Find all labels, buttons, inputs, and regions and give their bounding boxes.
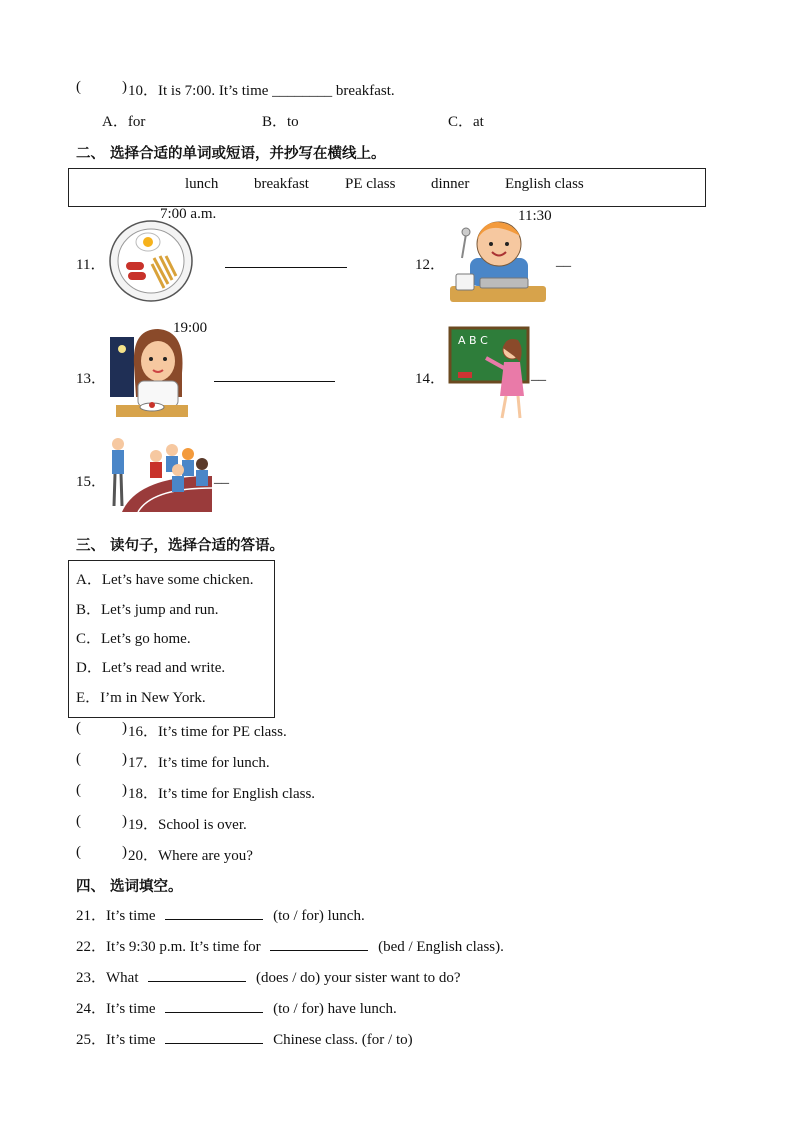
q22-blank[interactable] — [270, 937, 368, 951]
q17-paren-open[interactable]: ( — [76, 751, 81, 767]
q25-prefix: 25．It’s time — [76, 1032, 156, 1048]
item15-number: 15． — [76, 474, 107, 490]
pe-class-running-image — [108, 436, 214, 512]
q21-blank[interactable] — [165, 906, 263, 920]
q25-blank[interactable] — [165, 1030, 263, 1044]
q19-text: 19．School is over. — [128, 817, 247, 833]
q21-suffix: (to / for) lunch. — [273, 908, 365, 924]
q20-paren-open[interactable]: ( — [76, 844, 81, 860]
q20-paren-close: ) — [122, 844, 127, 860]
girl-eating-dinner-image — [108, 327, 192, 419]
word-bank-dinner: dinner — [431, 176, 470, 192]
section3-title: 三、 读句子，选择合适的答语。 — [76, 538, 285, 554]
breakfast-plate-image — [108, 218, 194, 304]
section2-title: 二、 选择合适的单词或短语，并抄写在横线上。 — [76, 146, 386, 162]
q19-paren-open[interactable]: ( — [76, 813, 81, 829]
item14-number: 14． — [415, 371, 446, 387]
item11-time: 7:00 a.m. — [160, 206, 217, 222]
item11-answer-line[interactable] — [225, 267, 347, 268]
item13-number: 13． — [76, 371, 107, 387]
q21-text — [76, 904, 365, 925]
q18-paren-close: ) — [122, 782, 127, 798]
q16-paren-open[interactable]: ( — [76, 720, 81, 736]
option-d: D．Let’s read and write. — [76, 660, 226, 676]
q22-prefix: 22．It’s 9:30 p.m. It’s time for — [76, 939, 261, 955]
option-a: A．Let’s have some chicken. — [76, 572, 254, 588]
option-b: B．Let’s jump and run. — [76, 602, 219, 618]
option-e: E．I’m in New York. — [76, 690, 206, 706]
boy-eating-lunch-image — [448, 214, 548, 304]
item12-answer-line[interactable]: __ — [556, 253, 571, 269]
item13-answer-line[interactable] — [214, 381, 335, 382]
q23-blank[interactable] — [148, 968, 246, 982]
q19-paren-close: ) — [122, 813, 127, 829]
section4-title: 四、 选词填空。 — [76, 879, 183, 895]
q10-text: 10．It is 7:00. It’s time ________ breakfast. — [128, 83, 395, 99]
q20-text: 20．Where are you? — [128, 848, 253, 864]
q24-suffix: (to / for) have lunch. — [273, 1001, 397, 1017]
q25-text — [76, 1028, 413, 1049]
q24-blank[interactable] — [165, 999, 263, 1013]
q22-suffix: (bed / English class). — [378, 939, 504, 955]
word-bank-english-class: English class — [505, 176, 584, 192]
q17-paren-close: ) — [122, 751, 127, 767]
item11-number: 11． — [76, 257, 106, 273]
item15-answer-line[interactable]: __ — [214, 470, 229, 486]
word-bank-pe-class: PE class — [345, 176, 396, 192]
q25-suffix: Chinese class. (for / to) — [273, 1032, 413, 1048]
q22-text — [76, 935, 504, 956]
teacher-at-blackboard-image — [448, 326, 532, 422]
q17-text: 17．It’s time for lunch. — [128, 755, 270, 771]
q18-paren-open[interactable]: ( — [76, 782, 81, 798]
q10-option-a[interactable]: A．for — [102, 114, 146, 130]
q16-text: 16．It’s time for PE class. — [128, 724, 287, 740]
word-bank-breakfast: breakfast — [254, 176, 309, 192]
item13-time: 19:00 — [173, 320, 208, 336]
q23-suffix: (does / do) your sister want to do? — [255, 970, 461, 986]
q24-text — [76, 997, 397, 1018]
q23-text — [76, 966, 461, 987]
q23-prefix: 23．What — [76, 970, 139, 986]
q21-prefix: 21．It’s time — [76, 908, 156, 924]
q16-paren-close: ) — [122, 720, 127, 736]
q18-text: 18．It’s time for English class. — [128, 786, 316, 802]
q10-paren-open: ( — [76, 79, 81, 95]
item12-number: 12． — [415, 257, 446, 273]
q24-prefix: 24．It’s time — [76, 1001, 156, 1017]
q10-option-b[interactable]: B．to — [262, 114, 299, 130]
item12-time: 11:30 — [518, 208, 552, 224]
option-c: C．Let’s go home. — [76, 631, 191, 647]
q10-option-c[interactable]: C．at — [448, 114, 484, 130]
word-bank-lunch: lunch — [185, 176, 219, 192]
blackboard-text: A B C — [458, 334, 488, 347]
item14-answer-line[interactable]: __ — [531, 367, 546, 383]
q10-paren-close: ) — [122, 79, 127, 95]
